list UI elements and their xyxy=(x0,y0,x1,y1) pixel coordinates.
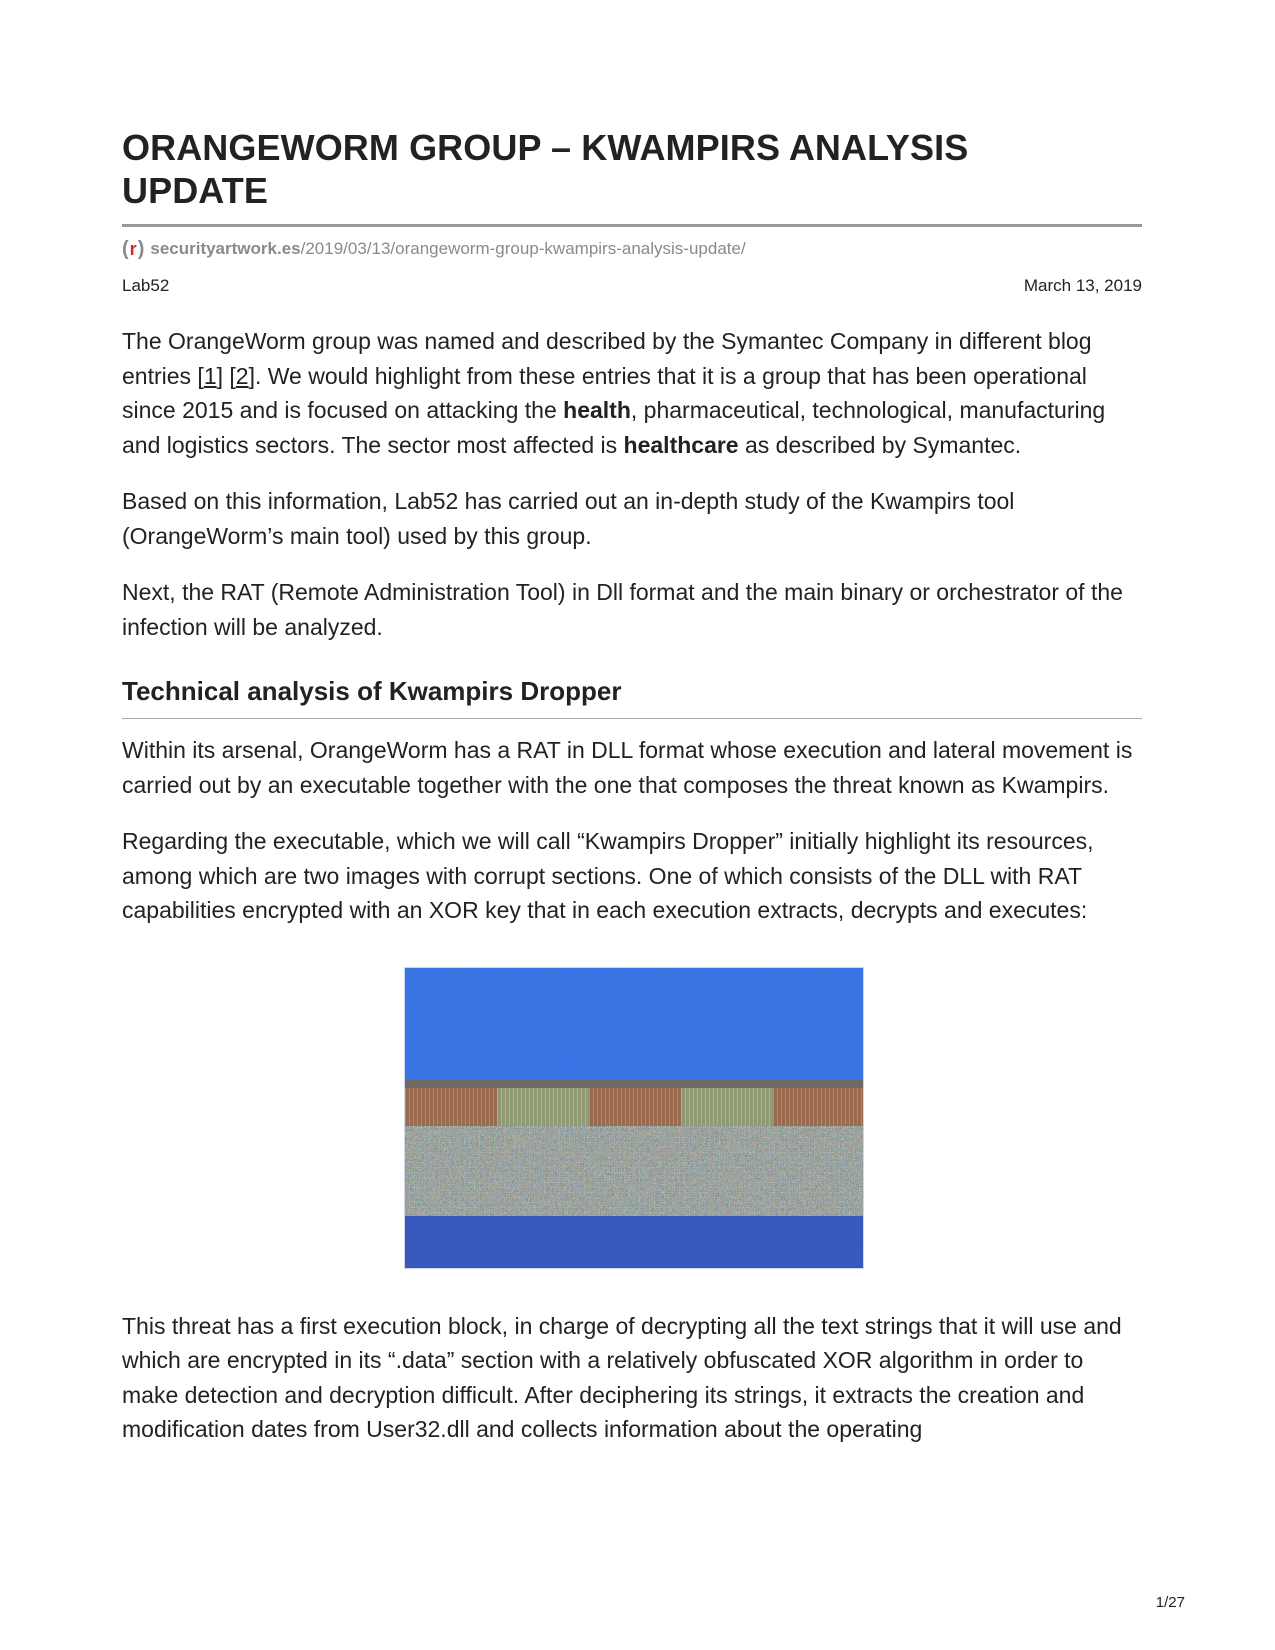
paragraph-intro: The OrangeWorm group was named and described by the Symantec Company in different blog entries [1] [2]. We would highlight from these entries that it is a group that has been operational since 2015 and is focused on attacking the health, pharmaceutical, technological, manufacturing and logistics sectors. The sector most affected is healthcare as described by Symantec. xyxy=(122,328,1106,458)
paragraph-lab52-study: Based on this information, Lab52 has carried out an in-depth study of the Kwampirs tool (OrangeWorm’s main tool) used by this group. xyxy=(122,488,1015,549)
reference-link-2[interactable]: 2 xyxy=(235,362,249,389)
bold-health: health xyxy=(563,397,631,423)
corrupt-resource-image xyxy=(404,967,864,1269)
page-number: 1/27 xyxy=(1155,1594,1185,1611)
section-divider xyxy=(122,718,1142,719)
reference-link-1[interactable]: 1 xyxy=(203,362,217,389)
page-title: ORANGEWORM GROUP – KWAMPIRS ANALYSIS UPDATE xyxy=(122,127,969,211)
bold-healthcare: healthcare xyxy=(623,431,739,458)
paragraph-execution-block: This threat has a first execution block, in charge of decrypting all the text strings that it will use and which are encrypted in its “.data” section with a relatively obfuscated XOR algorithm in order to make detection and decryption difficult. After deciphering its strings, it extracts the creation and modification dates from User32.dll and collects information about the operating xyxy=(122,1312,1122,1442)
source-line xyxy=(122,238,1142,260)
publish-date: March 13, 2019 xyxy=(1023,276,1142,295)
paragraph-executable: Regarding the executable, which we will call “Kwampirs Dropper” initially highlight its resources, among which are two images with corrupt sections. One of which consists of the DLL with RAT capabilities encrypted with an XOR key that in each execution extracts, decrypts and executes: xyxy=(122,828,1094,923)
article xyxy=(122,126,1142,1447)
title-divider xyxy=(122,224,1142,227)
paragraph-arsenal: Within its arsenal, OrangeWorm has a RAT in DLL format whose execution and lateral movement is carried out by an executable together with the one that composes the threat known as Kwampirs. xyxy=(122,737,1133,798)
section-heading: Technical analysis of Kwampirs Dropper xyxy=(122,676,622,706)
byline xyxy=(122,276,1142,296)
site-logo-icon: ( r ) xyxy=(122,238,145,260)
paragraph-next: Next, the RAT (Remote Administration Tool) in Dll format and the main binary or orchestrator of the infection will be analyzed. xyxy=(122,579,1123,640)
source-link[interactable]: securityartwork.es/2019/03/13/orangeworm-group-kwampirs-analysis-update/ xyxy=(150,239,746,258)
author: Lab52 xyxy=(122,276,170,295)
